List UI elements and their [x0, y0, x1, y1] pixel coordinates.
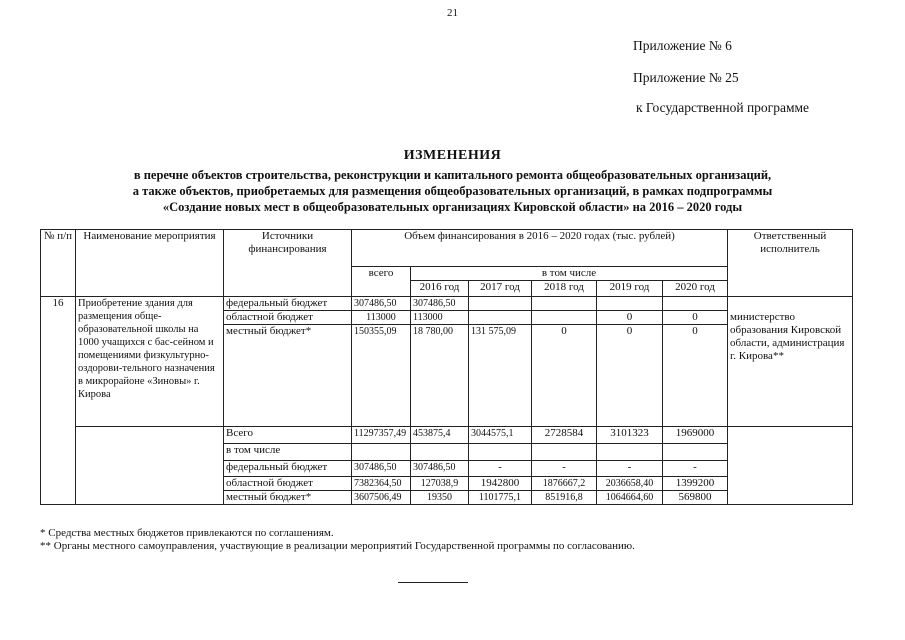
summary-2016: 453875,4 [411, 427, 469, 444]
header-responsible: Ответственный исполнитель [728, 230, 853, 297]
cell-2018: 0 [532, 325, 597, 427]
summary-2019: - [597, 461, 663, 477]
summary-2018: 2728584 [532, 427, 597, 444]
header-year: 2017 год [469, 281, 532, 297]
cell-total: 307486,50 [352, 297, 411, 311]
cell-total: 113000 [352, 311, 411, 325]
header-num: № п/п [41, 230, 76, 297]
cell-2019: 0 [597, 311, 663, 325]
cell-2016: 18 780,00 [411, 325, 469, 427]
summary-2017: 1101775,1 [469, 491, 532, 505]
document-title: ИЗМЕНЕНИЯ [403, 148, 502, 163]
row-name: Приобретение здания для размещения обще-образовательной школы на 1000 учащихся с бас-сейном и помещениями физкультурно-оздорови-тельного назначения в микрорайоне «Зиновы» г. Кирова [76, 297, 224, 427]
summary-2017: 3044575,1 [469, 427, 532, 444]
summary-2016: 307486,50 [411, 461, 469, 477]
summary-total: 3607506,49 [352, 491, 411, 505]
appendix-line-3: к Государственной программе [636, 100, 810, 115]
cell-2017: 131 575,09 [469, 325, 532, 427]
cell-2019: 0 [597, 325, 663, 427]
summary-2018: - [532, 461, 597, 477]
header-year: 2020 год [663, 281, 728, 297]
cell-2018 [532, 311, 597, 325]
summary-total: 11297357,49 [352, 427, 411, 444]
cell-2017 [469, 297, 532, 311]
summary-source: местный бюджет* [224, 491, 352, 505]
summary-2019: 1064664,60 [597, 491, 663, 505]
summary-2016: 127038,9 [411, 477, 469, 491]
summary-2020: 1399200 [663, 477, 728, 491]
header-including: в том числе [411, 267, 728, 281]
cell-source: федеральный бюджет [224, 297, 352, 311]
summary-total: 307486,50 [352, 461, 411, 477]
summary-source: федеральный бюджет [224, 461, 352, 477]
document-heading [0, 167, 905, 215]
page-number: 21 [447, 7, 458, 19]
cell-2016: 307486,50 [411, 297, 469, 311]
heading-line: «Создание новых мест в общеобразовательных организациях Кировской области» на 2016 – 2020 годы [162, 200, 743, 214]
summary-2017: - [469, 461, 532, 477]
cell-source: местный бюджет* [224, 325, 352, 427]
cell-2018 [532, 297, 597, 311]
summary-source: областной бюджет [224, 477, 352, 491]
cell-2020: 0 [663, 325, 728, 427]
summary-total: 7382364,50 [352, 477, 411, 491]
summary-2019: 2036658,40 [597, 477, 663, 491]
summary-source: в том числе [224, 444, 352, 461]
header-name: Наименование мероприятия [76, 230, 224, 297]
cell-source: областной бюджет [224, 311, 352, 325]
table-row [41, 297, 853, 311]
summary-2018: 851916,8 [532, 491, 597, 505]
cell-2020 [663, 297, 728, 311]
heading-line: в перечне объектов строительства, реконструкции и капитального ремонта общеобразовательных организаций, [133, 168, 772, 182]
summary-2020: 569800 [663, 491, 728, 505]
closing-rule [398, 582, 468, 583]
header-sources: Источники финансирования [224, 230, 352, 297]
heading-line: а также объектов, приобретаемых для размещения общеобразовательных организаций, в рамках подпрограммы [132, 184, 773, 198]
header-year: 2019 год [597, 281, 663, 297]
header-volume: Объем финансирования в 2016 – 2020 годах (тыс. рублей) [352, 230, 728, 267]
footnote: ** Органы местного самоуправления, участвующие в реализации мероприятий Государственной программы по согласованию. [40, 540, 635, 552]
summary-2018: 1876667,2 [532, 477, 597, 491]
summary-2020: - [663, 461, 728, 477]
header-year: 2016 год [411, 281, 469, 297]
summary-2019: 3101323 [597, 427, 663, 444]
cell-total: 150355,09 [352, 325, 411, 427]
cell-2019 [597, 297, 663, 311]
header-total: всего [352, 267, 411, 297]
summary-2016: 19350 [411, 491, 469, 505]
summary-2020: 1969000 [663, 427, 728, 444]
appendix-line-2: Приложение № 25 [633, 70, 739, 85]
row-num: 16 [41, 297, 76, 427]
cell-2017 [469, 311, 532, 325]
cell-2020: 0 [663, 311, 728, 325]
summary-2017: 1942800 [469, 477, 532, 491]
header-year: 2018 год [532, 281, 597, 297]
row-responsible: министерство образования Кировской области, администрация г. Кирова** [728, 311, 853, 427]
financing-table [40, 229, 853, 505]
summary-row [41, 427, 853, 444]
appendix-line-1: Приложение № 6 [633, 38, 732, 53]
summary-source: Всего [224, 427, 352, 444]
cell-2016: 113000 [411, 311, 469, 325]
footnote: * Средства местных бюджетов привлекаются по соглашениям. [40, 527, 334, 539]
